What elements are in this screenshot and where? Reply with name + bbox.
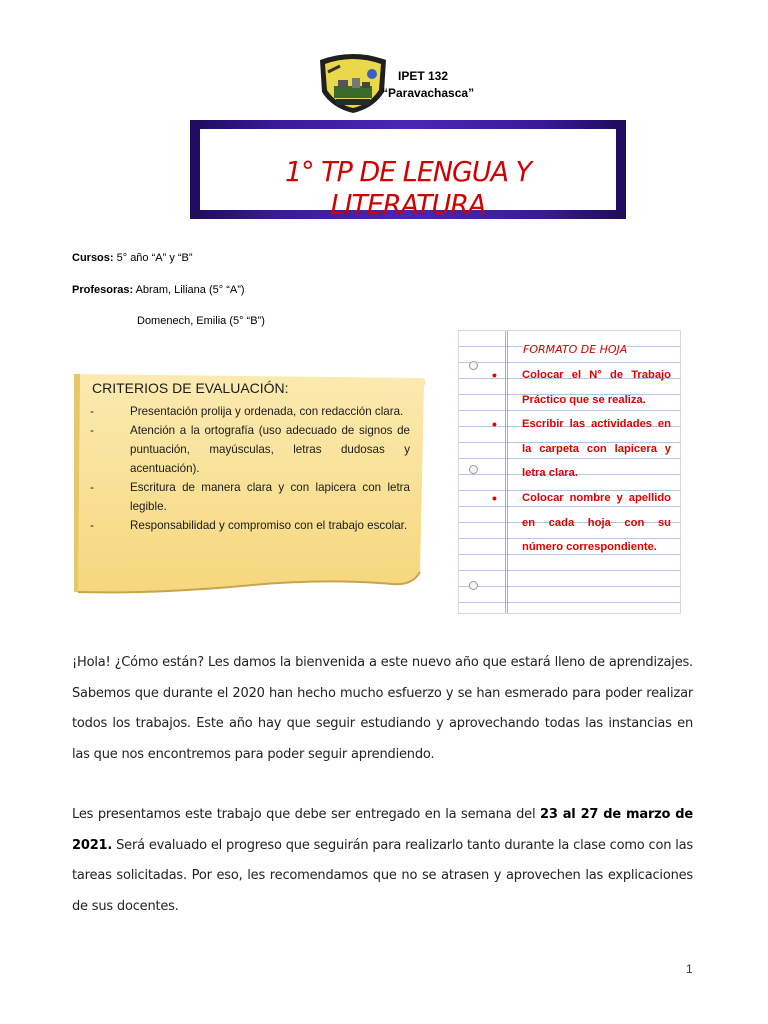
criteria-item: - Responsabilidad y compromiso con el trabajo escolar. (88, 516, 410, 535)
notebook-title: FORMATO DE HOJA (523, 343, 628, 356)
binder-hole-icon (469, 581, 478, 590)
title-banner-inner (200, 129, 616, 221)
teachers-line (72, 284, 245, 296)
criteria-list (88, 402, 410, 535)
notebook-item: • Escribir las actividades en la carpeta con lapicera y letra clara. (489, 412, 671, 486)
courses-line (72, 252, 193, 264)
title-banner (190, 120, 626, 219)
criteria-item: - Escritura de manera clara y con lapicera con letra legible. (88, 478, 410, 516)
criteria-item: - Atención a la ortografía (uso adecuado de signos de puntuación, mayúsculas, letras dudosas y acentuación). (88, 421, 410, 478)
delivery-date: 23 al 27 de marzo de 2021. (72, 807, 694, 853)
criteria-scroll (72, 372, 428, 596)
binder-hole-icon (469, 361, 478, 370)
teacher-1: Abram, Liliana (5° “A”) (133, 284, 245, 296)
school-line-1: IPET 132 (398, 69, 449, 83)
school-line-2: “Paravachasca” (382, 86, 475, 100)
delivery-text-b: Será evaluado el progreso que seguirán para realizarlo tanto durante la clase como con las tareas solicitadas. Por eso, les recomendamos que no se atrasen y aprovechen las explicaciones de sus docentes. (72, 837, 693, 914)
page-title: 1° TP DE LENGUA Y LITERATURA (284, 155, 532, 221)
notebook-item: • Colocar el N° de Trabajo Práctico que se realiza. (489, 363, 671, 412)
notebook-page (458, 330, 681, 614)
courses-value: 5° año “A” y “B” (113, 252, 193, 264)
teacher-2: Domenech, Emilia (5° “B”) (137, 315, 265, 327)
school-name (382, 68, 474, 102)
teachers-label: Profesoras: (72, 284, 134, 296)
intro-text: ¡Hola! ¿Cómo están? Les damos la bienvenida a este nuevo año que estará lleno de aprendizajes. Sabemos que durante el 2020 han hecho mucho esfuerzo y se han esmerado para poder realizar todos los trabajos. Este año hay que seguir estudiando y aprovechando todas las instancias en las que nos encontremos para poder seguir aprendiendo. (72, 655, 693, 762)
school-shield-logo (314, 52, 392, 114)
delivery-paragraph (72, 800, 693, 922)
notebook-item: • Colocar nombre y apellido en cada hoja con su número correspondiente. (489, 486, 671, 560)
criteria-title: CRITERIOS DE EVALUACIÓN: (92, 380, 289, 396)
courses-label: Cursos: (72, 252, 114, 264)
delivery-text-a: Les presentamos este trabajo que debe ser entregado en la semana del (72, 807, 540, 822)
intro-paragraph (72, 648, 693, 770)
notebook-list (489, 363, 671, 560)
criteria-item: - Presentación prolija y ordenada, con redacción clara. (88, 402, 410, 421)
page-number: 1 (686, 962, 693, 976)
binder-hole-icon (469, 465, 478, 474)
delivery-text (72, 800, 693, 922)
